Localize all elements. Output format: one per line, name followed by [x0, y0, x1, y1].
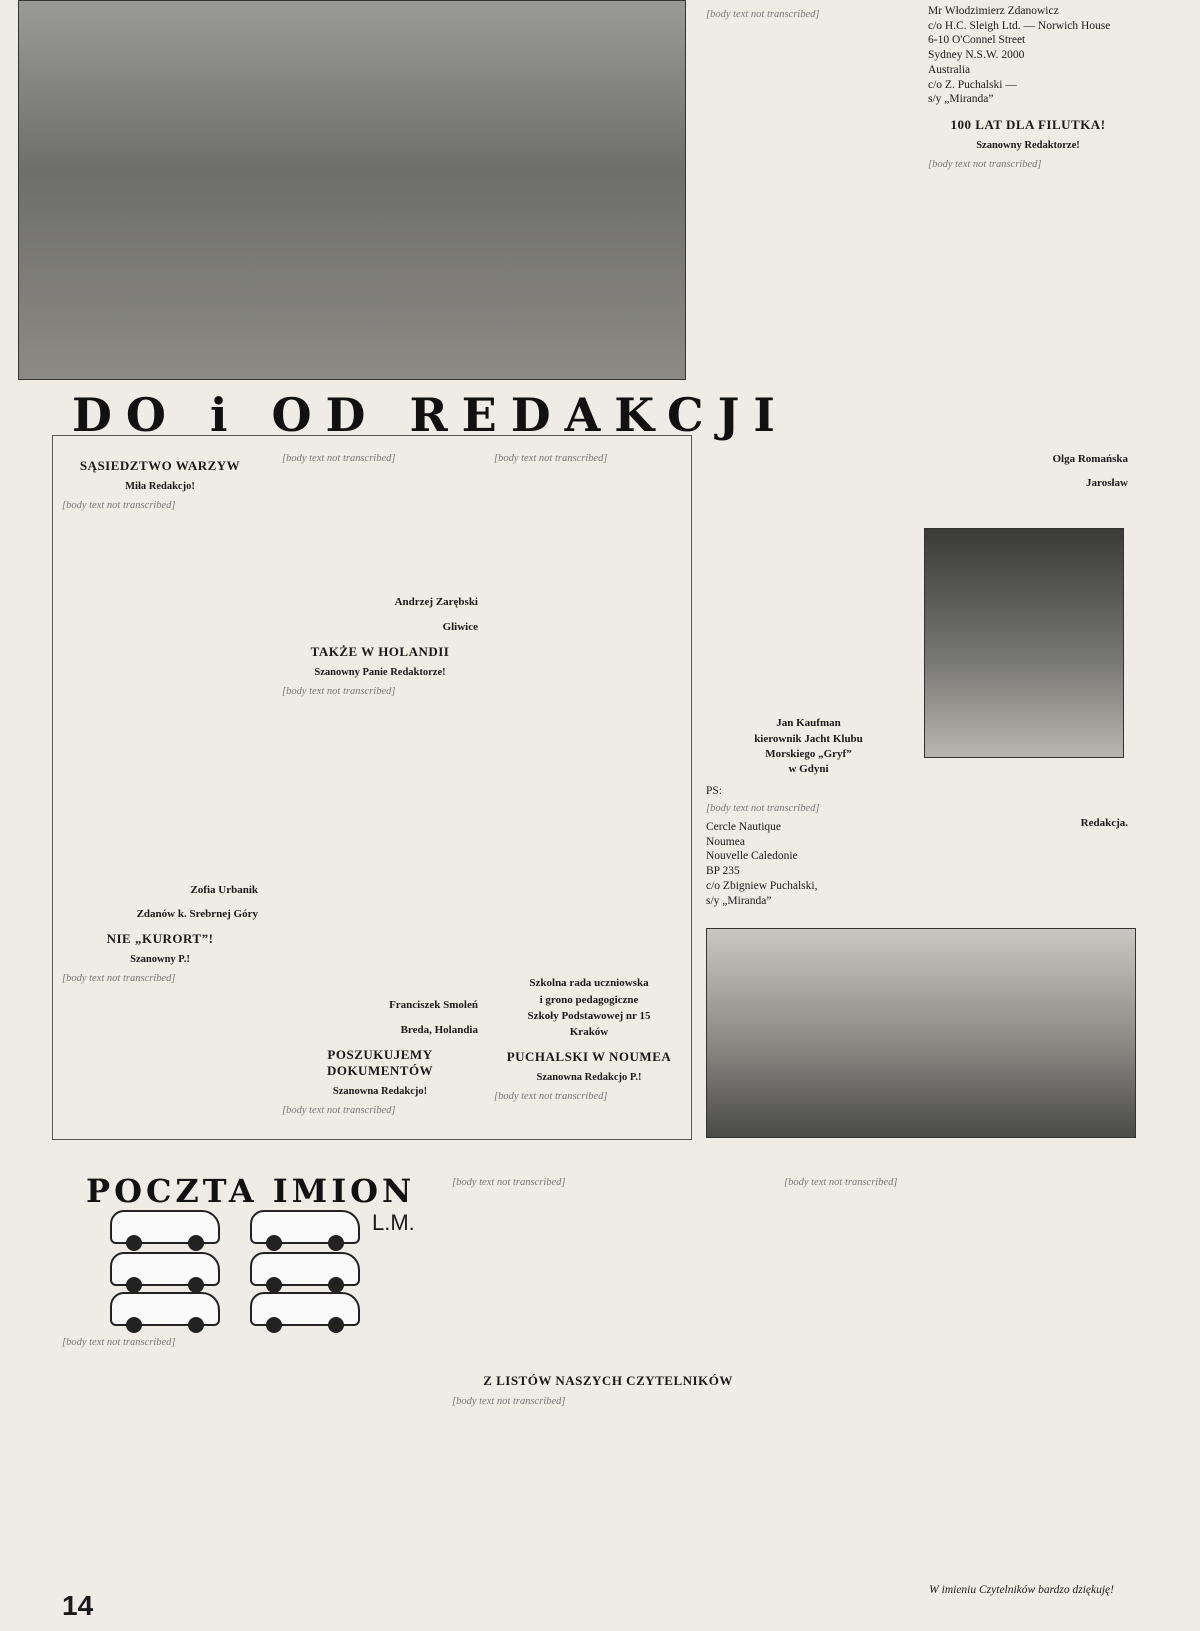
building-photo	[706, 928, 1136, 1138]
car-illustration	[110, 1210, 220, 1244]
section-title: DO i OD REDAKCJI	[72, 388, 789, 442]
body-stub: [body text not transcribed]	[282, 453, 396, 464]
body-stub: [body text not transcribed]	[706, 9, 820, 20]
signature-line: Kraków	[569, 1025, 609, 1038]
address-line: c/o Zbigniew Puchalski,	[706, 879, 818, 892]
signature-name: Zofia Urbanik	[190, 883, 258, 896]
poczta-initials: L.M.	[372, 1210, 415, 1235]
salutation: Szanowny Redaktorze!	[976, 140, 1080, 152]
signature-place: Breda, Holandia	[400, 1023, 478, 1036]
heading-puchalski: PUCHALSKI W NOUMEA	[506, 1048, 672, 1064]
body-stub: [body text not transcribed]	[62, 500, 176, 512]
signature-name: Andrzej Zarębski	[394, 596, 478, 609]
address-line: Nouvelle Caledonie	[706, 850, 798, 863]
body-stub: [body text not transcribed]	[784, 1177, 898, 1188]
portrait-photo	[924, 528, 1124, 758]
address-block	[928, 4, 1128, 107]
signature-line: Morskiego „Gryf”	[765, 747, 852, 760]
signature-name: Olga Romańska	[1052, 452, 1128, 465]
address-block	[706, 820, 911, 908]
signature-line: Szkoły Podstawowej nr 15	[527, 1009, 651, 1022]
column-5	[928, 4, 1128, 924]
address-line: c/o H.C. Sleigh Ltd. — Norwich House	[928, 19, 1111, 32]
signature-line: kierownik Jacht Klubu	[754, 732, 863, 745]
address-line: s/y „Miranda”	[928, 93, 994, 106]
salutation: Szanowna Redakcjo!	[332, 1085, 428, 1097]
closing-line: W imieniu Czytelników bardzo dziękuję!	[929, 1584, 1114, 1597]
top-photo-rower	[18, 0, 686, 380]
column-1	[62, 448, 258, 1138]
address-line: BP 235	[706, 865, 740, 878]
car-illustration	[110, 1252, 220, 1286]
address-line: Mr Włodzimierz Zdanowicz	[928, 5, 1059, 17]
salutation: Szanowny P.!	[130, 954, 190, 966]
signature-place: Jarosław	[1086, 476, 1128, 489]
body-stub: [body text not transcribed]	[494, 1091, 608, 1103]
column-4	[706, 4, 911, 924]
body-stub: [body text not transcribed]	[706, 803, 820, 815]
signature-line: Jan Kaufman	[776, 717, 841, 730]
column-3	[494, 448, 684, 1138]
signature-line: w Gdyni	[788, 762, 829, 775]
ps-label: PS:	[706, 784, 722, 797]
heading-filutek: 100 LAT DLA FILUTKA!	[950, 117, 1106, 133]
poczta-column-1	[62, 1332, 422, 1582]
column-2	[282, 448, 478, 1138]
car-illustration	[250, 1252, 360, 1286]
address-line: Noumea	[706, 835, 745, 848]
signature-name: Franciszek Smoleń	[389, 999, 478, 1012]
heading-holandia: TAKŻE W HOLANDII	[310, 643, 450, 659]
address-line: c/o Z. Puchalski —	[928, 78, 1017, 91]
heading-sasiedztwo: SĄSIEDZTWO WARZYW	[79, 458, 241, 473]
car-illustration	[250, 1210, 360, 1244]
body-stub: [body text not transcribed]	[62, 1337, 176, 1348]
car-illustration	[250, 1292, 360, 1326]
heading-z-listow: Z LISTÓW NASZYCH CZYTELNIKÓW	[483, 1373, 733, 1389]
poczta-column-3	[784, 1172, 1114, 1622]
address-line: Cercle Nautique	[706, 820, 782, 833]
signature-line: Szkolna rada uczniowska	[529, 977, 649, 990]
poczta-title: POCZTA IMION	[86, 1172, 416, 1210]
address-line: s/y „Miranda”	[706, 894, 772, 907]
body-stub: [body text not transcribed]	[62, 973, 176, 985]
body-stub: [body text not transcribed]	[282, 1105, 396, 1117]
salutation: Szanowny Panie Redaktorze!	[314, 666, 446, 678]
signature-place: Gliwice	[442, 620, 478, 633]
body-stub: [body text not transcribed]	[928, 159, 1042, 171]
address-line: 6-10 O'Connel Street	[928, 34, 1026, 47]
signature-place: Zdanów k. Srebrnej Góry	[136, 907, 258, 920]
body-stub: [body text not transcribed]	[452, 1396, 566, 1408]
body-stub: [body text not transcribed]	[494, 453, 608, 464]
car-illustration	[110, 1292, 220, 1326]
heading-nie-kurort: NIE „KURORT”!	[106, 931, 214, 947]
heading-poszukujemy: POSZUKUJEMY DOKUMENTÓW	[326, 1046, 434, 1078]
salutation: Miła Redakcjo!	[125, 481, 195, 492]
salutation: Szanowna Redakcjo P.!	[536, 1071, 642, 1083]
address-line: Sydney N.S.W. 2000	[928, 49, 1025, 62]
signature-name: Redakcja.	[1080, 816, 1128, 829]
poczta-column-2	[452, 1172, 764, 1622]
signature-line: i grono pedagogiczne	[539, 993, 639, 1006]
page-number: 14	[62, 1590, 94, 1621]
address-line: Australia	[928, 63, 971, 76]
body-stub: [body text not transcribed]	[282, 686, 396, 698]
body-stub: [body text not transcribed]	[452, 1177, 566, 1188]
